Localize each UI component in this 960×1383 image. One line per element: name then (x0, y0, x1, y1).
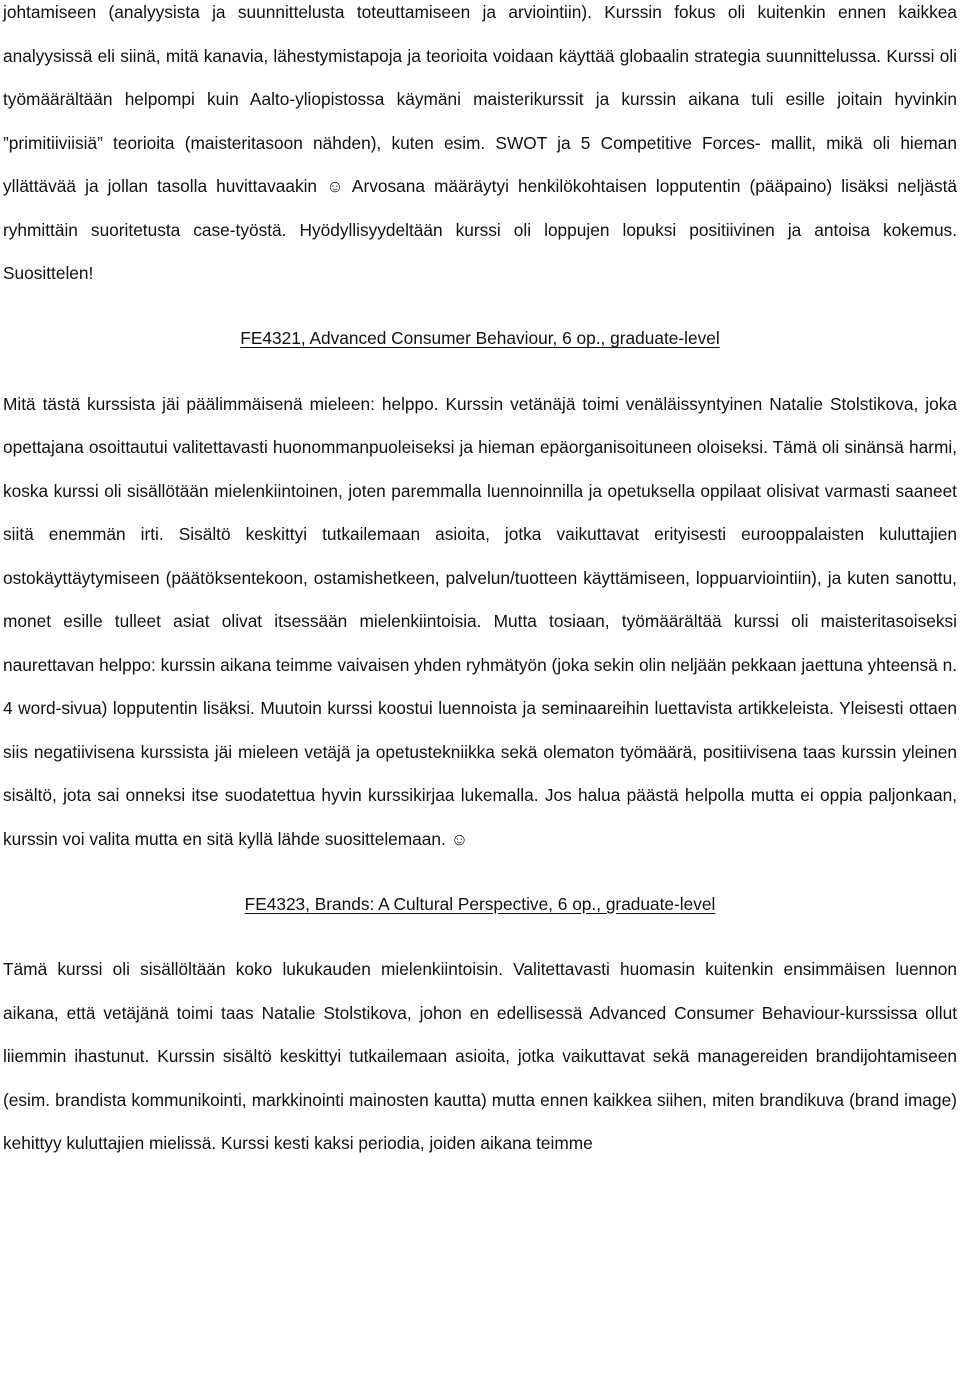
paragraph-global-strategy-review: johtamiseen (analyysista ja suunnittelusta toteuttamiseen ja arviointiin). Kurssin fokus oli kuitenkin ennen kaikkea analyysissä eli siinä, mitä kanavia, lähestymistapoja ja teorioita voidaan käyttää globaalin strategia suunnittelussa. Kurssi oli työmäärältään helpompi kuin Aalto-yliopistossa käymäni maisterikurssit ja kurssin aikana tuli esille joitain hyvinkin ”primitiiviisiä” teorioita (maisteritasoon nähden), kuten esim. SWOT ja 5 Competitive Forces- mallit, mikä oli hieman yllättävää ja jollan tasolla huvittavaakin ☺ Arvosana määräytyi henkilökohtaisen lopputentin (pääpaino) lisäksi neljästä ryhmittäin suoritetusta case-työstä. Hyödyllisyydeltään kurssi oli loppujen lopuksi positiivinen ja antoisa kokemus. Suosittelen! (3, 2, 957, 283)
course-heading-consumer-behaviour (3, 317, 957, 361)
course-heading-consumer-behaviour-text: FE4321, Advanced Consumer Behaviour, 6 op., graduate-level (240, 328, 720, 349)
document-page (3, 0, 957, 1166)
course-heading-brands (3, 883, 957, 927)
blank-line (3, 926, 957, 948)
blank-line (3, 361, 957, 383)
blank-line (3, 296, 957, 318)
paragraph-brands-review: Tämä kurssi oli sisällöltään koko lukukauden mielenkiintoisin. Valitettavasti huomasin kuitenkin ensimmäisen luennon aikana, että vetäjänä toimi taas Natalie Stolstikova, johon en edellisessä Advanced Consumer Behaviour-kurssissa ollut liiemmin ihastunut. Kurssin sisältö keskittyi tutkailemaan asioita, jotka vaikuttavat sekä managereiden brandijohtamiseen (esim. brandista kommunikointi, markkinointi mainosten kautta) mutta ennen kaikkea siihen, miten brandikuva (brand image) kehittyy kuluttajien mielissä. Kurssi kesti kaksi periodia, joiden aikana teimme (3, 959, 957, 1154)
blank-line (3, 861, 957, 883)
paragraph-consumer-behaviour-review: Mitä tästä kurssista jäi päälimmäisenä mieleen: helppo. Kurssin vetänäjä toimi venäläissyntyinen Natalie Stolstikova, joka opettajana osoittautui valitettavasti huonommanpuoleiseksi ja hieman epäorganisoituneen oloiseksi. Tämä oli sinänsä harmi, koska kurssi oli sisällötään mielenkiintoinen, joten paremmalla luennoinnilla ja opetuksella oppilaat olisivat varmasti saaneet siitä enemmän irti. Sisältö keskittyi tutkailemaan asioita, jotka vaikuttavat erityisesti eurooppalaisten kuluttajien ostokäyttäytymiseen (päätöksentekoon, ostamishetkeen, palvelun/tuotteen käyttämiseen, loppuarviointiin), ja kuten sanottu, monet esille tulleet asiat olivat itsessään mielenkiintoisia. Mutta tosiaan, työmäärältää kurssi oli maisteritasoiseksi naurettavan helppo: kurssin aikana teimme vaivaisen yhden ryhmätyön (joka sekin olin neljään pekkaan jaettuna yhteensä n. 4 word-sivua) lopputentin lisäksi. Muutoin kurssi koostui luennoista ja seminaareihin luettavista artikkeleista. Yleisesti ottaen siis negatiivisena kurssista jäi mieleen vetäjä ja opetustekniikka sekä olematon työmäärä, positiivisena taas kurssin yleinen sisältö, jota sai onneksi itse suodatettua hyvin kurssikirjaa lukemalla. Jos halua päästä helpolla mutta ei oppia paljonkaan, kurssin voi valita mutta en sitä kyllä lähde suosittelemaan. ☺ (3, 393, 957, 849)
course-heading-brands-text: FE4323, Brands: A Cultural Perspective, 6 op., graduate-level (244, 893, 716, 914)
